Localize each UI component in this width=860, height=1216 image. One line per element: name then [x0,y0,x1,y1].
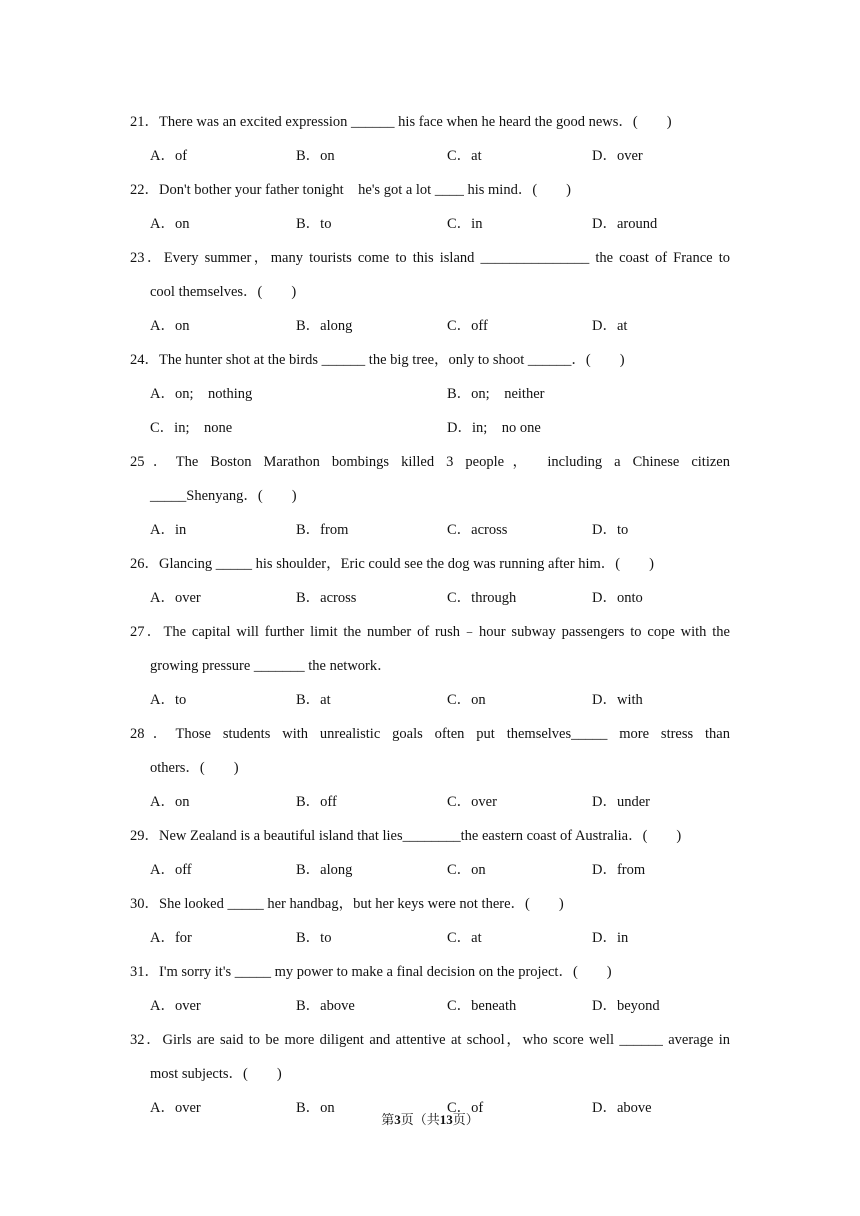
answer-option: A．on [150,318,190,334]
answer-option: B．on; neither [447,386,545,402]
answer-option: C．on [447,862,486,878]
answer-option: C．in [447,216,483,232]
answer-option: A．off [150,862,192,878]
answer-option: B．along [296,318,353,334]
answer-option: C．across [447,522,508,538]
answer-option: D．in; no one [447,420,541,436]
question-stem-continued: cool themselves．( ) [150,284,297,300]
answer-option: D．over [592,148,643,164]
question-stem: 22．Don't bother your father tonight he's got a lot ____ his mind．( ) [130,182,571,198]
question-stem-continued: others．( ) [150,760,239,776]
question-stem: 23．Every summer，many tourists come to this island _______________ the coast of France to [130,250,730,266]
answer-option: C．of [447,1100,484,1116]
answer-option: B．on [296,148,335,164]
answer-option: D．above [592,1100,652,1116]
answer-option: B．above [296,998,355,1014]
answer-option: A．on [150,794,190,810]
answer-option: C．at [447,148,482,164]
answer-option: D．in [592,930,629,946]
answer-option: B．to [296,930,332,946]
answer-option: D．to [592,522,629,538]
answer-option: A．on; nothing [150,386,253,402]
answer-option: A．in [150,522,187,538]
answer-option: C．in; none [150,420,233,436]
question-stem: 28．Those students with unrealistic goals often put themselves_____ more stress than [130,726,730,742]
question-stem: 30．She looked _____ her handbag，but her keys were not there．( ) [130,896,564,912]
question-stem: 31．I'm sorry it's _____ my power to make a final decision on the project．( ) [130,964,612,980]
answer-option: A．over [150,998,201,1014]
answer-option: D．from [592,862,646,878]
answer-option: A．to [150,692,187,708]
answer-option: D．around [592,216,658,232]
answer-option: C．beneath [447,998,517,1014]
answer-option: B．off [296,794,337,810]
footer-suffix: 页） [452,1112,479,1127]
answer-option: D．with [592,692,643,708]
answer-option: A．for [150,930,192,946]
answer-option: B．across [296,590,357,606]
page-footer [0,1110,860,1130]
answer-option: C．on [447,692,486,708]
answer-option: D．beyond [592,998,660,1014]
answer-option: B．along [296,862,353,878]
answer-option: C．over [447,794,497,810]
footer-prefix: 第 [381,1112,395,1127]
answer-option: B．from [296,522,349,538]
question-stem-continued: _____Shenyang．( ) [150,488,297,504]
question-stem: 24．The hunter shot at the birds ______ the big tree，only to shoot ______．( ) [130,352,625,368]
question-stem-continued: growing pressure _______ the network． [150,658,392,674]
question-stem-continued: most subjects．( ) [150,1066,282,1082]
footer-page-number: 3 [394,1112,401,1127]
question-stem: 25．The Boston Marathon bombings killed 3 people， including a Chinese citizen [130,454,730,470]
answer-option: B．on [296,1100,335,1116]
answer-option: D．at [592,318,628,334]
answer-option: B．at [296,692,331,708]
question-stem: 27．The capital will further limit the number of rush﹣hour subway passengers to cope with the [130,624,730,640]
answer-option: D．under [592,794,650,810]
footer-middle: 页（共 [400,1112,440,1127]
question-stem: 29．New Zealand is a beautiful island that lies________the eastern coast of Australia．( ) [130,828,682,844]
answer-option: A．on [150,216,190,232]
answer-option: A．of [150,148,188,164]
question-stem: 32．Girls are said to be more diligent and attentive at school，who score well ______ average in [130,1032,730,1048]
answer-option: C．at [447,930,482,946]
answer-option: B．to [296,216,332,232]
answer-option: A．over [150,590,201,606]
answer-option: C．through [447,590,517,606]
answer-option: D．onto [592,590,643,606]
footer-total-pages: 13 [439,1112,453,1127]
answer-option: C．off [447,318,488,334]
question-stem: 26．Glancing _____ his shoulder，Eric could see the dog was running after him．( ) [130,556,654,572]
answer-option: A．over [150,1100,201,1116]
question-stem: 21．There was an excited expression ______ his face when he heard the good news．( ) [130,114,672,130]
